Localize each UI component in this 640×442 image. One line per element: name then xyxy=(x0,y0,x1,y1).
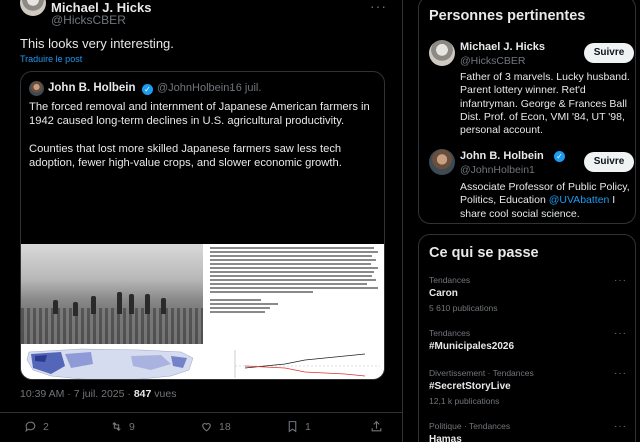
repost-button[interactable] xyxy=(110,420,135,433)
trend-count: 5 610 publications xyxy=(429,303,498,313)
repost-icon xyxy=(110,420,123,433)
trend-category: Tendances xyxy=(429,328,471,338)
us-county-map-image[interactable] xyxy=(21,346,203,380)
bookmark-count: 1 xyxy=(305,420,311,433)
reply-icon xyxy=(24,420,37,433)
person-name[interactable]: John B. Holbein xyxy=(460,150,544,162)
like-button[interactable] xyxy=(200,420,231,433)
views-label: vues xyxy=(151,388,177,400)
person-bio xyxy=(460,181,632,221)
quote-paragraph-1: The forced removal and internment of Japanese American farmers in 1942 caused long-term declines in U.S. agricultural productivity. xyxy=(29,101,370,127)
tweet-author-row xyxy=(20,0,390,27)
paper-abstract-image[interactable] xyxy=(205,244,385,344)
verified-badge-icon: ✓ xyxy=(142,84,153,95)
trend-count: 12,1 k publications xyxy=(429,396,500,406)
tweet-metadata xyxy=(20,388,176,400)
tweet-timestamp[interactable]: 10:39 AM · 7 juil. 2025 · xyxy=(20,388,134,400)
share-icon xyxy=(370,420,383,433)
relevant-people-panel xyxy=(418,0,636,224)
bio-text: Associate Professor of Public Policy, Politics, Education xyxy=(460,181,630,207)
tweet-text: This looks very interesting. xyxy=(20,36,174,51)
repost-count: 9 xyxy=(129,420,135,433)
trend-category: Politique · Tendances xyxy=(429,421,511,431)
quote-author-handle: @JohnHolbein1 xyxy=(157,82,236,94)
trend-name[interactable]: #SecretStoryLive xyxy=(429,381,511,392)
more-options-icon[interactable]: ··· xyxy=(614,328,627,339)
quote-date: · 6 juil. xyxy=(229,82,262,94)
quote-text xyxy=(29,100,374,170)
person-bio: Father of 3 marvels. Lucky husband. Parent lottery winner. Ret'd infantryman. George & Frances Ball Dist. Prof. of Econ, VMI '84, UT '98, personal account. xyxy=(460,71,630,137)
reply-button[interactable] xyxy=(24,420,49,433)
share-button[interactable] xyxy=(370,420,383,433)
trends-panel xyxy=(418,234,636,442)
bio-mention-link[interactable]: @UVAbatten xyxy=(548,194,610,207)
more-options-icon[interactable]: ··· xyxy=(614,368,627,379)
heart-icon xyxy=(200,420,213,433)
trend-name[interactable]: Caron xyxy=(429,288,458,299)
trend-name[interactable]: #Municipales2026 xyxy=(429,341,515,352)
quote-paragraph-2: Counties that lost more skilled Japanese farmers saw less tech adoption, fewer high-value crops, and slower economic growth. xyxy=(29,143,342,169)
divider xyxy=(0,412,403,413)
quote-header xyxy=(29,80,369,98)
trend-category: Tendances xyxy=(429,275,471,285)
person-name[interactable]: Michael J. Hicks xyxy=(460,41,545,53)
like-count: 18 xyxy=(219,420,231,433)
more-options-icon[interactable]: ··· xyxy=(370,0,387,14)
person-handle[interactable]: @JohnHolbein1 xyxy=(460,164,535,176)
right-sidebar xyxy=(418,0,640,442)
quoted-tweet[interactable] xyxy=(20,71,385,380)
author-avatar[interactable] xyxy=(20,0,46,16)
translate-post-link[interactable]: Traduire le post xyxy=(20,54,83,64)
author-handle[interactable]: @HicksCBER xyxy=(51,13,126,27)
reply-count: 2 xyxy=(43,420,49,433)
trends-title: Ce qui se passe xyxy=(429,245,539,261)
bookmark-button[interactable] xyxy=(286,420,311,433)
relevant-people-title: Personnes pertinentes xyxy=(429,8,586,24)
quote-author-avatar xyxy=(29,81,44,96)
farmers-photo[interactable] xyxy=(21,244,203,344)
author-name[interactable]: Michael J. Hicks xyxy=(51,0,152,15)
views-count: 847 xyxy=(133,388,152,400)
verified-badge-icon: ✓ xyxy=(554,151,565,162)
tweet-actions xyxy=(20,420,395,438)
trend-category: Divertissement · Tendances xyxy=(429,368,534,378)
more-options-icon[interactable]: ··· xyxy=(614,421,627,432)
person-avatar[interactable] xyxy=(429,149,455,175)
quote-author-name: John B. Holbein xyxy=(48,82,136,94)
more-options-icon[interactable]: ··· xyxy=(614,275,627,286)
quote-media-grid[interactable] xyxy=(21,244,385,380)
follow-button[interactable]: Suivre xyxy=(584,152,634,172)
event-study-chart-image[interactable] xyxy=(205,346,385,380)
bio-text-end: I share cool social science. xyxy=(460,194,616,220)
bookmark-icon xyxy=(286,420,299,433)
person-handle[interactable]: @HicksCBER xyxy=(460,55,526,67)
follow-button[interactable]: Suivre xyxy=(584,43,634,63)
trend-name[interactable]: Hamas xyxy=(429,434,462,442)
person-avatar[interactable] xyxy=(429,40,455,66)
